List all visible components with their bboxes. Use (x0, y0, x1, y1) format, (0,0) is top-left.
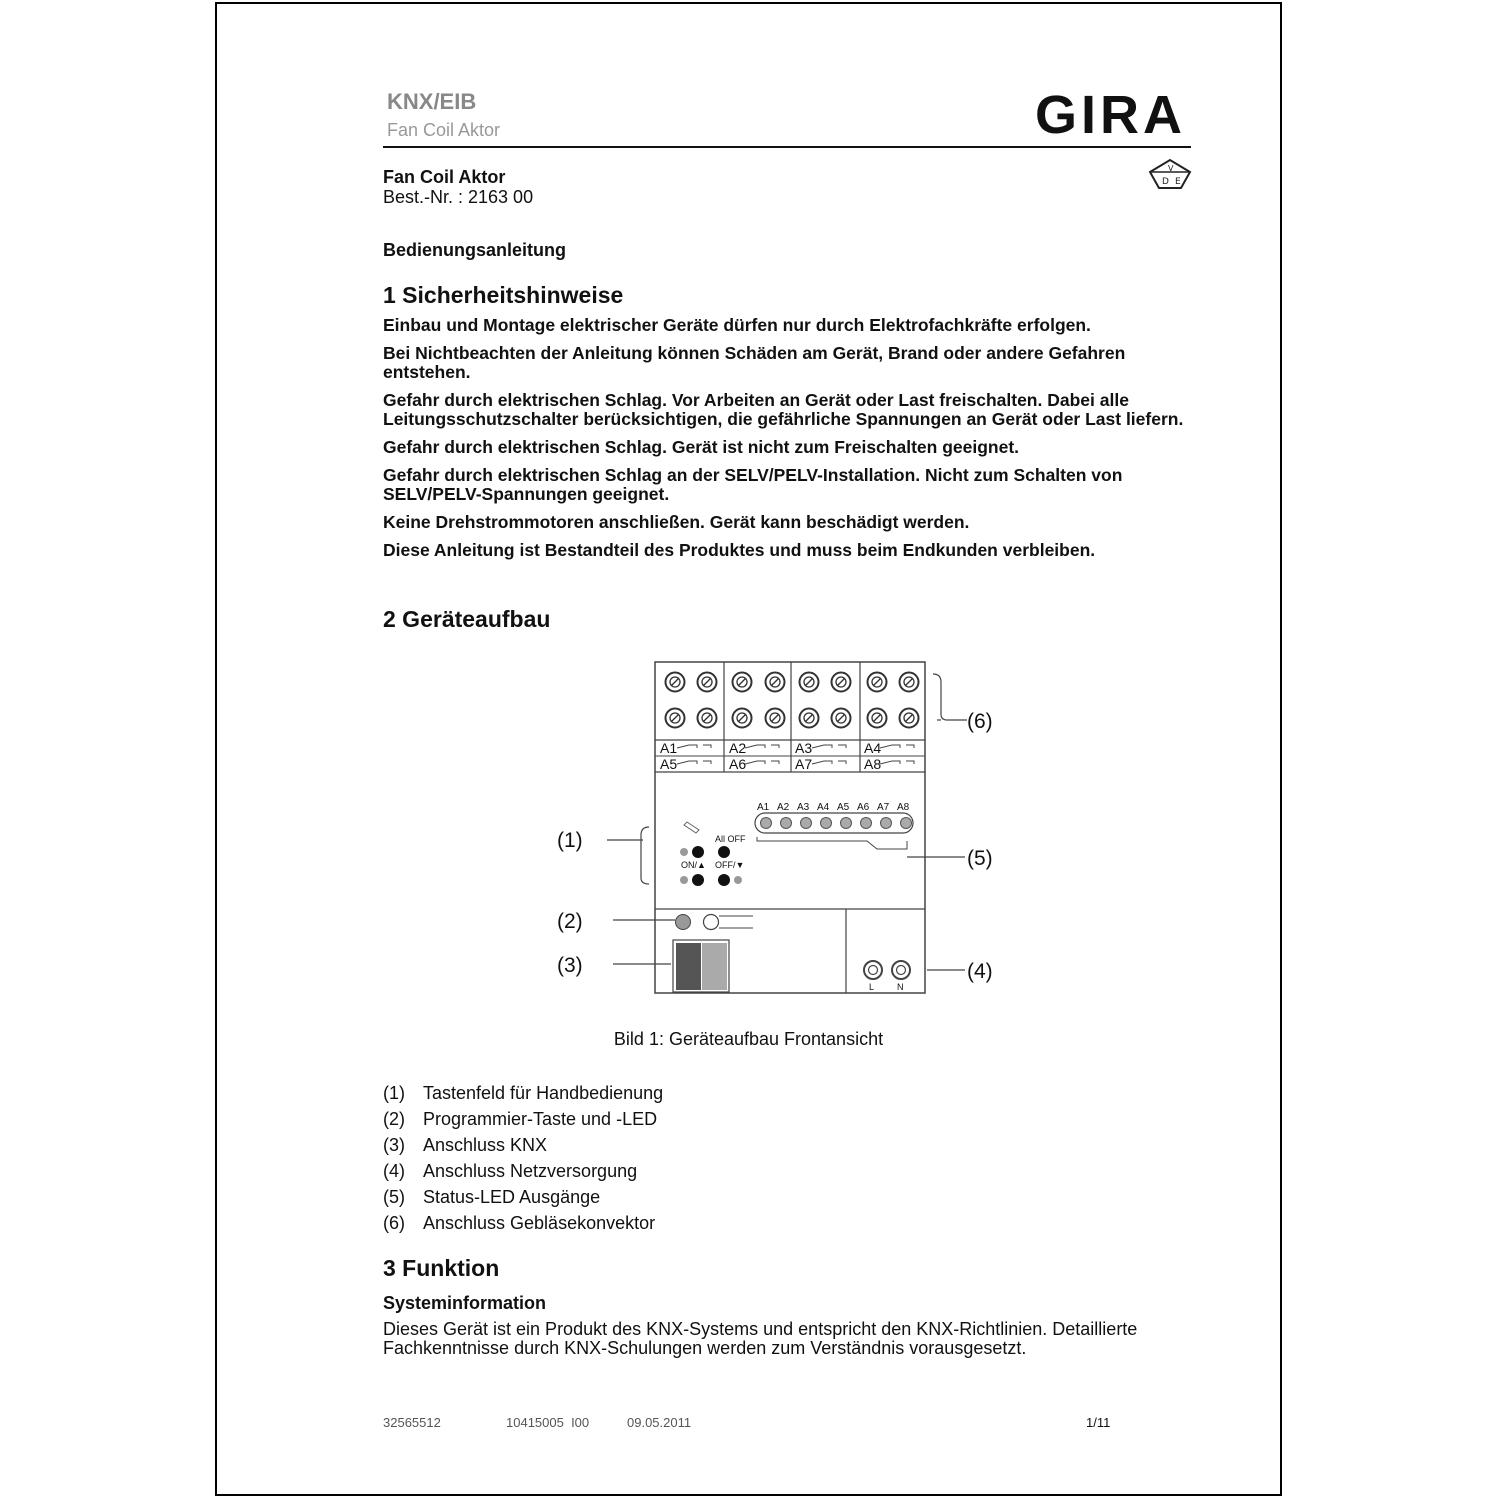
status-led (861, 818, 872, 829)
status-led (781, 818, 792, 829)
terminal-screw (832, 709, 851, 728)
led-label: A4 (817, 802, 830, 813)
document-title: Fan Coil Aktor (383, 167, 506, 187)
subheading-system-info: Systeminformation (383, 1293, 547, 1313)
status-led (761, 818, 772, 829)
section-heading-device: 2 Geräteaufbau (383, 606, 551, 632)
figure-legend (383, 1080, 663, 1236)
led-label: A7 (877, 802, 890, 813)
safety-notes (383, 316, 1203, 569)
device-diagram (557, 652, 993, 1002)
document-type: Bedienungsanleitung (383, 240, 567, 260)
terminal-screw (766, 709, 785, 728)
brand-logo: GIRA (1035, 85, 1186, 145)
status-led (901, 818, 912, 829)
legend-item: (4) Anschluss Netzversorgung (383, 1161, 638, 1181)
safety-note: Gefahr durch elektrischen Schlag. Gerät ist nicht zum Freischalten geeignet. (383, 437, 1020, 457)
terminal-screw (868, 673, 887, 692)
channel-label: A7 (795, 756, 813, 772)
footer-page-number: 1/11 (1086, 1415, 1111, 1430)
legend-item: (2) Programmier-Taste und -LED (383, 1109, 658, 1129)
led-label: A8 (897, 802, 910, 813)
safety-note: Gefahr durch elektrischen Schlag. Vor Arbeiten an Gerät oder Last freischalten. Dabei alle Leitungsschutzschalter berücksichtigen, die gefährliche Spannungen an Gerät oder Last liefern. (383, 390, 1184, 429)
terminal-screw (766, 673, 785, 692)
status-led (881, 818, 892, 829)
terminal-n (892, 961, 910, 979)
on-label: ON/▲ (681, 860, 706, 870)
off-label: OFF/▼ (715, 860, 745, 870)
terminal-screw (900, 709, 919, 728)
legend-item: (6) Anschluss Gebläsekonvektor (383, 1213, 656, 1233)
safety-note: Diese Anleitung ist Bestandteil des Produktes und muss beim Endkunden verbleiben. (383, 540, 1096, 560)
programming-button (704, 915, 719, 930)
safety-note: Einbau und Montage elektrischer Geräte dürfen nur durch Elektrofachkräfte erfolgen. (383, 315, 1091, 335)
terminal-screw (800, 709, 819, 728)
channel-label: A6 (729, 756, 747, 772)
terminal-l (864, 961, 882, 979)
callout-2: (2) (557, 910, 583, 933)
channel-label: A3 (795, 740, 813, 756)
svg-text:L: L (869, 982, 875, 992)
terminal-screw (666, 709, 685, 728)
callout-3: (3) (557, 954, 583, 977)
figure-caption: Bild 1: Geräteaufbau Frontansicht (613, 1029, 884, 1049)
led-label: A3 (797, 802, 810, 813)
status-led (801, 818, 812, 829)
terminal-screw (800, 673, 819, 692)
callout-5: (5) (967, 847, 993, 870)
channel-label: A5 (660, 756, 678, 772)
system-info-body: Dieses Gerät ist ein Produkt des KNX-Systems und entspricht den KNX-Richtlinien. Detaillierte Fachkenntnisse durch KNX-Schulungen werden zum Verständnis vorausgesetzt. (383, 1319, 1138, 1358)
programming-led (676, 915, 691, 930)
status-led (841, 818, 852, 829)
led-label: A5 (837, 802, 850, 813)
channel-label: A2 (729, 740, 747, 756)
terminal-screw (733, 709, 752, 728)
terminal-screw (698, 673, 717, 692)
status-led (821, 818, 832, 829)
order-number: Best.-Nr. : 2163 00 (383, 187, 534, 207)
safety-note: Gefahr durch elektrischen Schlag an der SELV/PELV-Installation. Nicht zum Schalten von SELV/PELV-Spannungen geeignet. (383, 465, 1123, 504)
legend-item: (3) Anschluss KNX (383, 1135, 548, 1155)
svg-text:E: E (1175, 177, 1181, 187)
section-heading-function: 3 Funktion (383, 1255, 500, 1281)
callout-4: (4) (967, 960, 993, 983)
terminal-screw (666, 673, 685, 692)
led-label: A1 (757, 802, 770, 813)
svg-text:N: N (897, 982, 904, 992)
terminal-screw (733, 673, 752, 692)
safety-note: Keine Drehstrommotoren anschließen. Gerät kann beschädigt werden. (383, 512, 970, 532)
legend-item: (1) Tastenfeld für Handbedienung (383, 1083, 664, 1103)
safety-note: Bei Nichtbeachten der Anleitung können Schäden am Gerät, Brand oder andere Gefahren entstehen. (383, 343, 1126, 382)
channel-label: A4 (864, 740, 882, 756)
terminal-screw (832, 673, 851, 692)
terminal-screw (698, 709, 717, 728)
section-heading-safety: 1 Sicherheitshinweise (383, 282, 624, 308)
legend-item: (5) Status-LED Ausgänge (383, 1187, 601, 1207)
all-off-label: All OFF (715, 834, 746, 844)
document-page (215, 2, 1282, 1496)
footer-date: 09.05.2011 (627, 1415, 692, 1430)
header-rule (383, 146, 1191, 148)
terminal-screw (900, 673, 919, 692)
product-line: KNX/EIB (387, 89, 477, 114)
terminal-screw (868, 709, 887, 728)
product-subtitle: Fan Coil Aktor (387, 120, 501, 140)
channel-label: A8 (864, 756, 882, 772)
callout-6: (6) (967, 710, 993, 733)
callout-1: (1) (557, 829, 583, 852)
footer-doc-id: 32565512 (383, 1415, 441, 1430)
svg-text:D: D (1162, 177, 1169, 187)
channel-label: A1 (660, 740, 678, 756)
led-label: A2 (777, 802, 790, 813)
svg-text:V: V (1168, 164, 1174, 173)
led-label: A6 (857, 802, 870, 813)
footer-code: 10415005 I00 (506, 1415, 590, 1430)
vde-mark-icon (1147, 157, 1193, 193)
